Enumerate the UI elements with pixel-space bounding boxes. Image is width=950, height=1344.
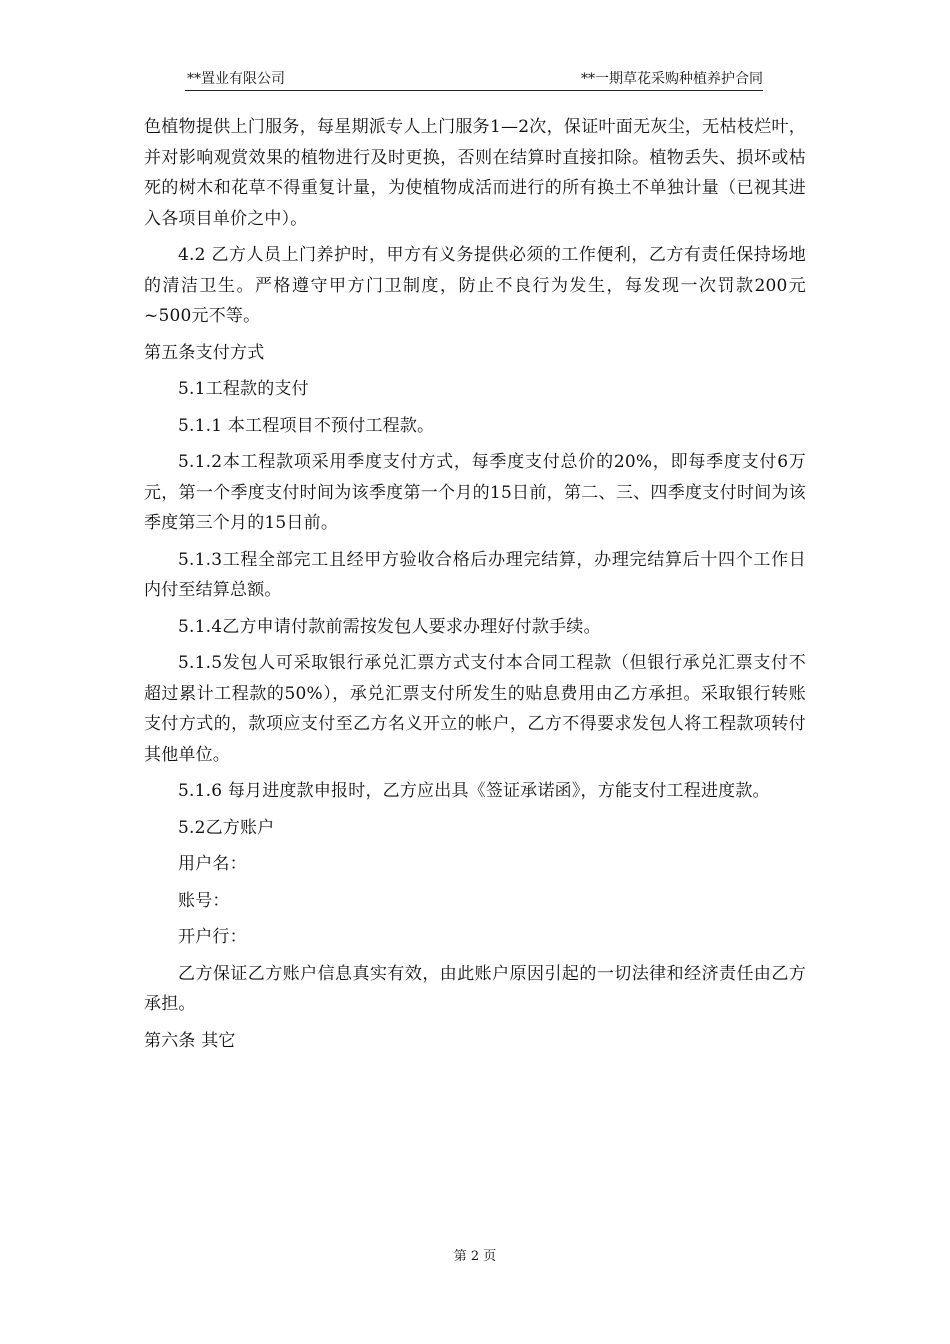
- account-bank-label: 开户行：: [178, 927, 247, 947]
- subheading-5-2: 5.2乙方账户: [178, 817, 275, 838]
- page-header: [185, 68, 763, 91]
- account-number-label: 账号：: [178, 890, 230, 911]
- paragraph-5-1-2: 5.1.2本工程款项采用季度支付方式，每季度支付总价的20%，即每季度支付6万元，第一个季度支付时间为该季度第一个月的15日前，第二、三、四季度支付时间为该季度第三个月的15日前。: [144, 452, 806, 533]
- paragraph-5-1-3: 5.1.3工程全部完工且经甲方验收合格后办理完结算，办理完结算后十四个工作日内付至结算总额。: [144, 549, 806, 600]
- document-body: [144, 112, 806, 1062]
- subheading-5-1: 5.1工程款的支付: [178, 379, 309, 399]
- account-username-label: 用户名：: [178, 854, 247, 874]
- header-contract-title: **一期草花采购种植养护合同: [581, 71, 763, 87]
- page-footer: [0, 1248, 950, 1266]
- paragraph-account-guarantee: 乙方保证乙方账户信息真实有效，由此账户原因引起的一切法律和经济责任由乙方承担。: [144, 963, 806, 1014]
- paragraph-5-1-6: 5.1.6 每月进度款申报时，乙方应出具《签证承诺函》，方能支付工程进度款。: [178, 781, 770, 801]
- page-number: 第 2 页: [453, 1249, 497, 1264]
- section-heading-article-5: 第五条支付方式: [144, 342, 265, 363]
- paragraph-continued: 色植物提供上门服务，每星期派专人上门服务1—2次，保证叶面无灰尘，无枯枝烂叶，并对影响观赏效果的植物进行及时更换，否则在结算时直接扣除。植物丢失、损坏或枯死的树木和花草不得重复计量，为使植物成活而进行的所有换土不单独计量（已视其进入各项目单价之中）。: [144, 117, 806, 229]
- paragraph-5-1-4: 5.1.4乙方申请付款前需按发包人要求办理好付款手续。: [178, 616, 601, 637]
- header-company-name: **置业有限公司: [187, 71, 285, 87]
- paragraph-4-2: 4.2 乙方人员上门养护时，甲方有义务提供必须的工作便利，乙方有责任保持场地的清洁卫生。严格遵守甲方门卫制度，防止不良行为发生，每发现一次罚款200元~500元不等。: [144, 245, 806, 326]
- paragraph-5-1-5: 5.1.5发包人可采取银行承兑汇票方式支付本合同工程款（但银行承兑汇票支付不超过累计工程款的50%），承兑汇票支付所发生的贴息费用由乙方承担。采取银行转账支付方式的，款项应支付至乙方名义开立的帐户，乙方不得要求发包人将工程款项转付其他单位。: [144, 653, 806, 765]
- paragraph-5-1-1: 5.1.1 本工程项目不预付工程款。: [178, 415, 435, 436]
- section-heading-article-6: 第六条 其它: [144, 1030, 236, 1051]
